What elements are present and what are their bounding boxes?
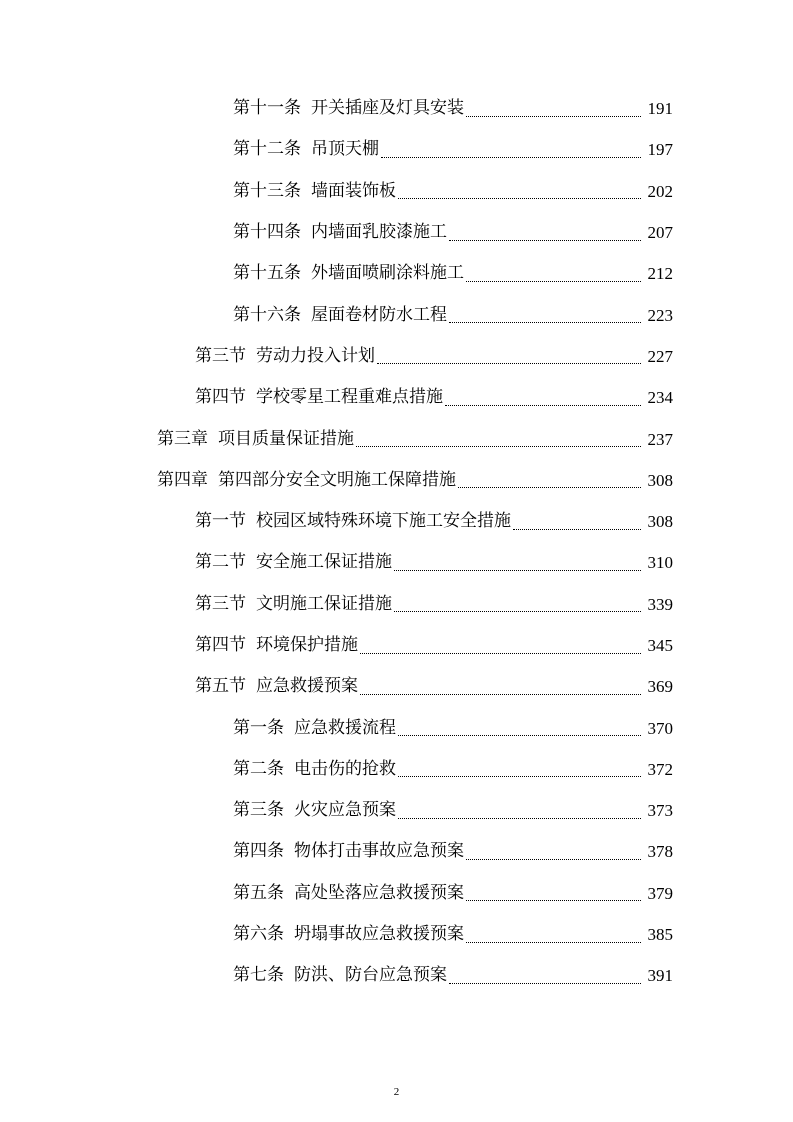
dot-leader — [466, 280, 641, 282]
toc-entry[interactable] — [0, 501, 793, 542]
table-of-contents — [0, 88, 793, 997]
toc-entry-label: 第四节 — [195, 387, 246, 408]
dot-leader — [466, 899, 641, 901]
toc-entry-label: 第十二条 — [233, 139, 301, 160]
toc-entry-page: 227 — [647, 346, 673, 366]
toc-entry-title: 墙面装饰板 — [311, 180, 396, 201]
toc-entry-title: 物体打击事故应急预案 — [294, 841, 464, 862]
dot-leader — [398, 775, 641, 777]
dot-leader — [449, 982, 641, 984]
toc-entry-title: 外墙面喷刷涂料施工 — [311, 263, 464, 284]
toc-entry-label: 第三章 — [157, 428, 208, 449]
toc-entry-label: 第三节 — [195, 593, 246, 614]
toc-entry-page: 385 — [647, 925, 673, 945]
dot-leader — [398, 197, 641, 199]
toc-entry[interactable] — [0, 666, 793, 707]
toc-entry-page: 379 — [647, 883, 673, 903]
toc-entry-label: 第五条 — [233, 882, 284, 903]
toc-entry-page: 308 — [647, 470, 673, 490]
dot-leader — [394, 569, 641, 571]
toc-entry-page: 234 — [647, 388, 673, 408]
toc-entry[interactable] — [0, 873, 793, 914]
toc-entry-page: 197 — [647, 140, 673, 160]
dot-leader — [360, 693, 641, 695]
toc-entry-label: 第四条 — [233, 841, 284, 862]
toc-entry[interactable] — [0, 955, 793, 996]
dot-leader — [466, 115, 641, 117]
toc-entry-label: 第五节 — [195, 676, 246, 697]
toc-entry[interactable] — [0, 707, 793, 748]
toc-entry-label: 第七条 — [233, 965, 284, 986]
toc-entry-title: 项目质量保证措施 — [218, 428, 354, 449]
toc-entry[interactable] — [0, 914, 793, 955]
toc-entry-title: 开关插座及灯具安装 — [311, 98, 464, 119]
toc-entry-page: 370 — [647, 718, 673, 738]
toc-entry-title: 屋面卷材防水工程 — [311, 304, 447, 325]
toc-entry-label: 第十六条 — [233, 304, 301, 325]
toc-entry-page: 391 — [647, 966, 673, 986]
toc-entry-title: 环境保护措施 — [256, 635, 358, 655]
toc-entry-label: 第十四条 — [233, 222, 301, 243]
dot-leader — [398, 734, 641, 736]
toc-entry-title: 应急救援流程 — [294, 717, 396, 738]
toc-entry-title: 第四部分安全文明施工保障措施 — [218, 469, 456, 490]
dot-leader — [381, 156, 641, 158]
toc-entry[interactable] — [0, 625, 793, 666]
toc-entry-page: 372 — [647, 759, 673, 779]
toc-entry-title: 校园区域特殊环境下施工安全措施 — [256, 511, 511, 532]
toc-entry[interactable] — [0, 749, 793, 790]
toc-entry-page: 310 — [647, 553, 673, 573]
toc-entry-page: 202 — [647, 181, 673, 201]
toc-entry-title: 火灾应急预案 — [294, 800, 396, 821]
dot-leader — [445, 404, 641, 406]
toc-entry-page: 339 — [647, 594, 673, 614]
toc-entry-label: 第一条 — [233, 717, 284, 738]
toc-entry-title: 高处坠落应急救援预案 — [294, 882, 464, 903]
dot-leader — [449, 239, 641, 241]
toc-entry-label: 第十三条 — [233, 180, 301, 201]
toc-entry-page: 345 — [647, 636, 673, 655]
toc-entry-label: 第三节 — [195, 345, 246, 366]
toc-entry[interactable] — [0, 129, 793, 170]
toc-entry-page: 191 — [647, 99, 673, 119]
toc-entry-title: 防洪、防台应急预案 — [294, 965, 447, 986]
toc-entry-page: 369 — [647, 677, 673, 697]
toc-entry-title: 劳动力投入计划 — [256, 345, 375, 366]
toc-entry-label: 第六条 — [233, 924, 284, 945]
toc-entry[interactable] — [0, 790, 793, 831]
toc-entry-label: 第一节 — [195, 511, 246, 532]
dot-leader — [394, 610, 641, 612]
toc-entry-title: 应急救援预案 — [256, 676, 358, 697]
toc-entry-label: 第四节 — [195, 635, 246, 655]
toc-entry-title: 坍塌事故应急救援预案 — [294, 924, 464, 945]
dot-leader — [449, 321, 641, 323]
toc-entry-label: 第三条 — [233, 800, 284, 821]
toc-entry-label: 第四章 — [157, 469, 208, 490]
page-number: 2 — [393, 1086, 400, 1098]
toc-entry-page: 237 — [647, 429, 673, 449]
toc-entry[interactable] — [0, 212, 793, 253]
toc-entry-page: 378 — [647, 842, 673, 862]
dot-leader — [377, 362, 641, 364]
toc-entry[interactable] — [0, 253, 793, 294]
toc-entry-title: 安全施工保证措施 — [256, 552, 392, 573]
toc-entry[interactable] — [0, 584, 793, 625]
toc-entry-page: 223 — [647, 305, 673, 325]
dot-leader — [398, 817, 641, 819]
toc-entry[interactable] — [0, 294, 793, 335]
toc-entry-page: 212 — [647, 264, 673, 284]
dot-leader — [360, 652, 641, 654]
toc-entry[interactable] — [0, 418, 793, 459]
toc-entry[interactable] — [0, 171, 793, 212]
dot-leader — [458, 486, 641, 488]
dot-leader — [466, 858, 641, 860]
toc-entry-title: 文明施工保证措施 — [256, 593, 392, 614]
toc-entry-page: 207 — [647, 223, 673, 243]
toc-entry-title: 吊顶天棚 — [311, 139, 379, 160]
toc-entry-label: 第十五条 — [233, 263, 301, 284]
toc-entry-label: 第二条 — [233, 758, 284, 779]
dot-leader — [356, 445, 641, 447]
dot-leader — [513, 528, 641, 530]
toc-entry[interactable] — [0, 542, 793, 583]
dot-leader — [466, 941, 641, 943]
toc-entry[interactable] — [0, 831, 793, 872]
toc-entry-title: 电击伤的抢救 — [294, 758, 396, 779]
toc-entry-title: 内墙面乳胶漆施工 — [311, 222, 447, 243]
toc-entry[interactable] — [0, 377, 793, 418]
toc-entry[interactable] — [0, 88, 793, 129]
toc-entry-page: 373 — [647, 801, 673, 821]
toc-entry[interactable] — [0, 336, 793, 377]
toc-entry-label: 第十一条 — [233, 98, 301, 119]
toc-entry-title: 学校零星工程重难点措施 — [256, 387, 443, 408]
toc-entry-label: 第二节 — [195, 552, 246, 573]
toc-entry-page: 308 — [647, 512, 673, 532]
toc-entry[interactable] — [0, 460, 793, 501]
